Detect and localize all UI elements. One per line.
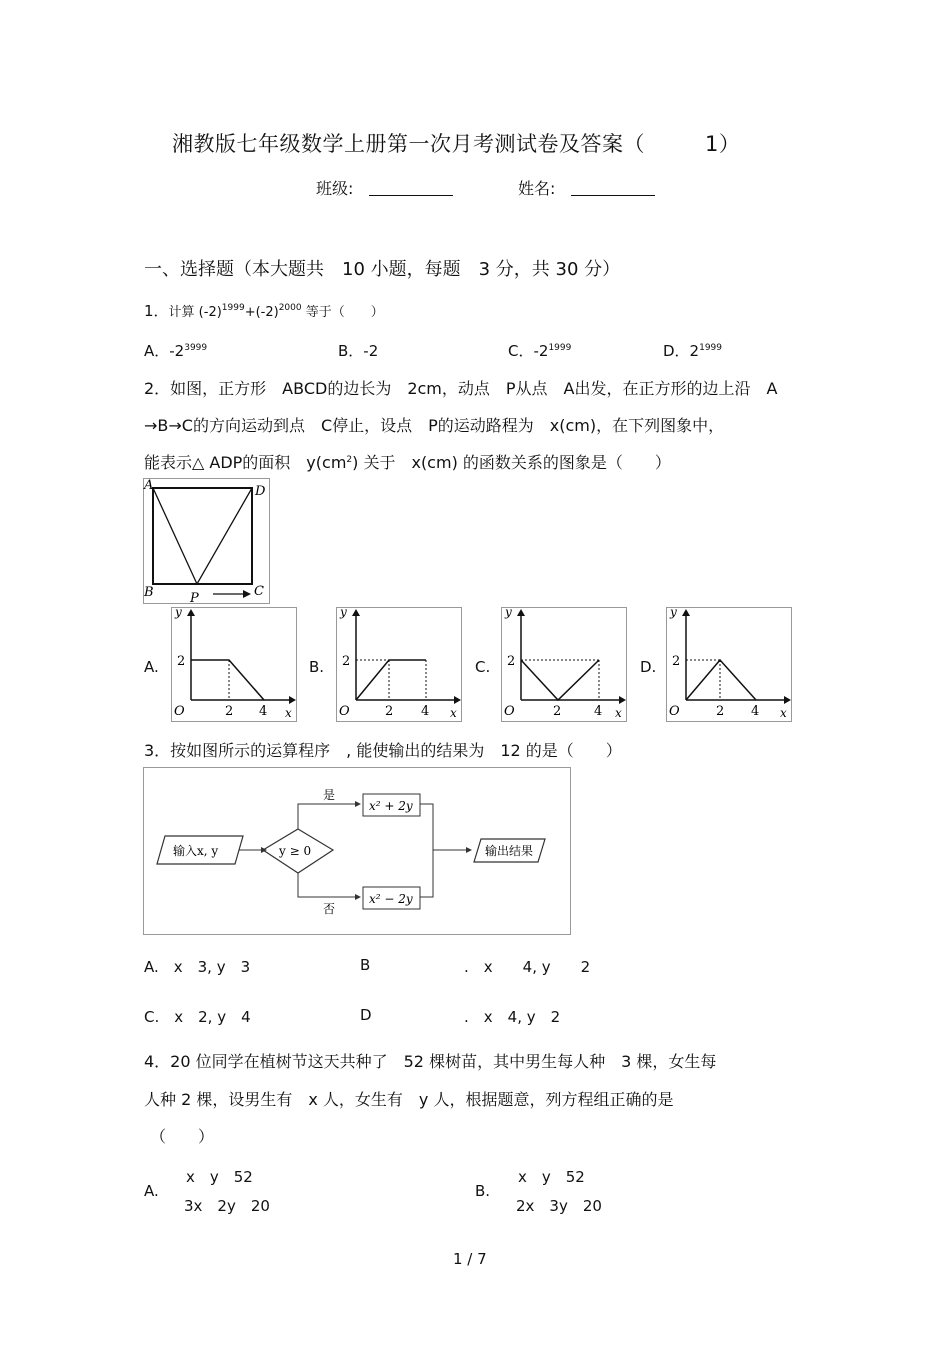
no-branch-line — [298, 873, 357, 897]
section-heading: 一、选择题（本大题共 10 小题，每题 3 分，共 30 分） — [144, 259, 621, 280]
graph-a-tick-2x: 2 — [225, 704, 234, 719]
q4-option-a-eq1: x y 52 — [186, 1168, 253, 1186]
condition-label: y ≥ 0 — [279, 844, 312, 858]
q1-exp2: 2000 — [278, 303, 302, 313]
graph-d-tick-4x: 4 — [751, 704, 760, 719]
q1-text-c: +(-2) — [244, 305, 279, 320]
graph-b-tick-2x: 2 — [385, 704, 394, 719]
graph-a-tick-4x: 4 — [259, 704, 268, 719]
q1-option-c[interactable] — [508, 340, 571, 361]
q1-option-b[interactable] — [338, 340, 378, 361]
label-d: D — [255, 484, 266, 499]
graph-a-origin: O — [174, 704, 185, 719]
class-blank[interactable] — [369, 181, 453, 196]
graph-b-y-arrow — [352, 609, 360, 616]
output-label: 输出结果 — [485, 844, 534, 858]
name-field — [518, 176, 655, 199]
q2-line-3b: ) 关于 x(cm) 的函数关系的图象是（ ） — [352, 453, 671, 472]
page-number: 1 / 7 — [453, 1250, 487, 1268]
name-blank[interactable] — [571, 181, 655, 196]
q2-line-3 — [144, 450, 671, 473]
top-expr-label: x² + 2y — [369, 799, 413, 813]
q4-option-b-label[interactable]: B. — [475, 1182, 491, 1200]
q4-option-a-label[interactable]: A. — [144, 1182, 159, 1200]
yes-branch-head — [355, 801, 361, 807]
name-label: 姓名: — [518, 179, 556, 198]
q1-text-a: 计算 (-2) — [168, 305, 222, 320]
graph-b-tick-2y: 2 — [342, 654, 351, 669]
graph-d-tick-2y: 2 — [672, 654, 681, 669]
q1-option-a[interactable] — [144, 340, 207, 361]
q4-line-2: 人种 2 棵，设男生有 x 人，女生有 y 人，根据题意，列方程组正确的是 — [144, 1090, 674, 1109]
title-text: 湘教版七年级数学上册第一次月考测试卷及答案（ — [172, 132, 645, 156]
square-abcd — [153, 488, 252, 584]
graph-b-tick-4x: 4 — [421, 704, 430, 719]
q3-option-b-label[interactable]: B — [360, 956, 371, 974]
graph-b-x-arrow — [454, 696, 461, 704]
q2-option-d[interactable]: D. — [640, 658, 657, 676]
label-a: A — [144, 478, 154, 493]
graph-d-y-label: y — [670, 607, 677, 619]
class-field — [316, 176, 453, 199]
segments-ap-pd — [153, 488, 252, 584]
q1-number: 1． — [144, 302, 169, 320]
input-label: 输入x, y — [173, 844, 219, 858]
q4-option-a-eq2: 3x 2y 20 — [184, 1197, 270, 1215]
q2-line-2: →B→C的方向运动到点 C停止，设点 P的运动路程为 x(cm)，在下列图象中， — [144, 416, 725, 435]
q4-option-b-eq2: 2x 3y 20 — [516, 1197, 602, 1215]
graph-c-origin: O — [504, 704, 515, 719]
bot-expr-label: x² − 2y — [369, 892, 413, 906]
graph-b-origin: O — [339, 704, 350, 719]
graph-c-y-arrow — [517, 609, 525, 616]
no-label: 否 — [323, 902, 336, 916]
graph-b-curve — [356, 660, 426, 700]
graph-d-x-arrow — [784, 696, 791, 704]
q2-line-3a: 能表示△ ADP的面积 y(cm — [144, 453, 347, 472]
q3-option-a[interactable]: A. x 3, y 3 — [144, 958, 251, 976]
q1-option-d-exp: 1999 — [699, 343, 723, 353]
label-p: P — [190, 591, 199, 604]
graph-d[interactable] — [666, 607, 792, 722]
graph-a-tick-2y: 2 — [177, 654, 186, 669]
q1-option-c-text: C．-2 — [508, 342, 549, 360]
graph-c[interactable] — [501, 607, 627, 722]
merge-line — [420, 804, 433, 897]
q1-option-c-exp: 1999 — [548, 343, 572, 353]
label-b: B — [144, 585, 154, 600]
q1-text-d: 等于（ ） — [301, 305, 384, 320]
class-label: 班级: — [316, 179, 354, 198]
question-1-stem — [144, 300, 384, 321]
q3-stem: 3．按如图所示的运算程序 , 能使输出的结果为 12 的是（ ） — [144, 741, 622, 760]
arrow-head — [243, 590, 251, 598]
flowchart — [143, 767, 571, 935]
yes-branch-line — [298, 804, 357, 829]
graph-c-tick-2x: 2 — [553, 704, 562, 719]
q3-option-d[interactable]: . x 4, y 2 — [464, 1008, 561, 1026]
page-title — [172, 128, 740, 158]
graph-a-x-arrow — [289, 696, 296, 704]
graph-c-tick-4x: 4 — [594, 704, 603, 719]
title-number: 1） — [705, 132, 741, 156]
q2-option-b[interactable]: B. — [309, 658, 325, 676]
square-figure — [143, 478, 270, 604]
graph-a-curve — [191, 660, 264, 700]
graph-d-curve — [686, 660, 756, 700]
q4-line-1: 4．20 位同学在植树节这天共种了 52 棵树苗，其中男生每人种 3 棵，女生每 — [144, 1052, 717, 1071]
graph-b-y-label: y — [340, 607, 347, 619]
graph-b[interactable] — [336, 607, 462, 722]
q3-option-c[interactable]: C. x 2, y 4 — [144, 1008, 251, 1026]
graph-c-curve — [521, 660, 599, 700]
arrow-to-output-head — [466, 847, 472, 853]
q1-option-a-text: A．-2 — [144, 342, 185, 360]
q2-option-c[interactable]: C. — [475, 658, 491, 676]
q2-line-1: 2．如图，正方形 ABCD的边长为 2cm，动点 P从点 A出发，在正方形的边上沿 A — [144, 379, 778, 398]
q1-option-b-text: B．-2 — [338, 342, 379, 360]
q1-option-d[interactable] — [663, 340, 722, 361]
graph-a[interactable] — [171, 607, 297, 722]
graph-c-x-arrow — [619, 696, 626, 704]
no-branch-head — [355, 894, 361, 900]
q1-option-a-exp: 3999 — [184, 343, 208, 353]
graph-c-y-label: y — [505, 607, 512, 619]
yes-label: 是 — [323, 788, 336, 802]
q3-option-b[interactable]: . x 4, y 2 — [464, 958, 591, 976]
q4-option-b-eq1: x y 52 — [518, 1168, 585, 1186]
graph-a-y-label: y — [175, 607, 182, 619]
label-c: C — [254, 584, 264, 599]
graph-d-x-label: x — [780, 706, 787, 720]
graph-a-y-arrow — [187, 609, 195, 616]
q4-paren: （ ） — [150, 1127, 215, 1146]
graph-c-x-label: x — [615, 706, 622, 720]
graph-a-x-label: x — [285, 706, 292, 720]
graph-d-tick-2x: 2 — [716, 704, 725, 719]
q2-line-3-exp: 2 — [346, 455, 353, 465]
q2-option-a[interactable]: A. — [144, 658, 159, 676]
graph-d-y-arrow — [682, 609, 690, 616]
graph-c-tick-2y: 2 — [507, 654, 516, 669]
graph-d-origin: O — [669, 704, 680, 719]
q3-option-d-label[interactable]: D — [360, 1006, 372, 1024]
q1-exp1: 1999 — [221, 303, 245, 313]
q1-option-d-text: D．2 — [663, 342, 700, 360]
graph-b-x-label: x — [450, 706, 457, 720]
